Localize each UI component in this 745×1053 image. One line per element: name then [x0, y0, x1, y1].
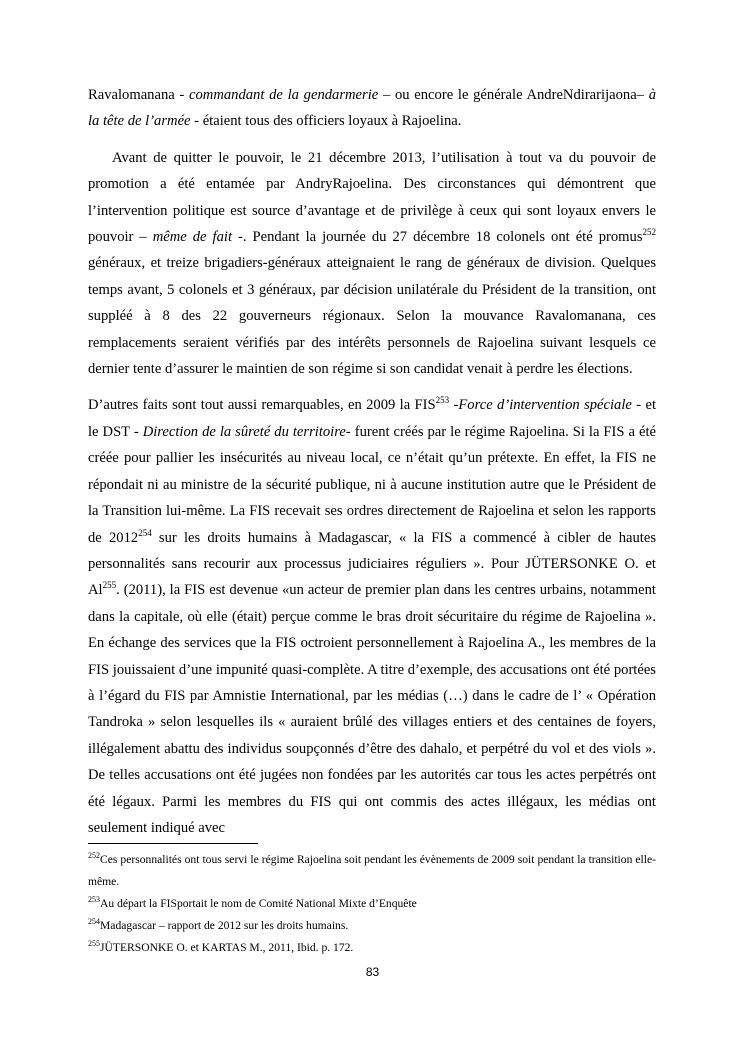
- footnote-text: Ces personnalités ont tous servi le régime Rajoelina soit pendant les évènements de 2009 soit pendant la transition elle-même.: [88, 853, 656, 888]
- footnote-ref[interactable]: 255: [102, 580, 117, 591]
- footnote-ref[interactable]: 253: [435, 395, 450, 406]
- body-text: [88, 82, 656, 841]
- text-run: - et le DST -: [88, 397, 656, 440]
- footnote-text: Madagascar – rapport de 2012 sur les droits humains.: [100, 919, 349, 932]
- footnote: [88, 893, 656, 915]
- footnote-text: JÜTERSONKE O. et KARTAS M., 2011, Ibid. p. 172.: [100, 941, 354, 954]
- text-run: . (2011), la FIS est devenue «un acteur de premier plan dans les centres urbains, notamment dans la capitale, où elle (était) perçue comme le bras droit sécuritaire du régime de Rajoelina ». En échange des services que la FIS octroient personnellement à Rajoelina A., les membres de la FIS jouissaient d’une impunité quasi-complète. A titre d’exemple, des accusations ont été portées à l’égard du FIS par Amnistie International, par les médias (…) dans le cadre de l’ « Opération Tandroka » selon lesquelles ils « auraient brûlé des villages entiers et des centaines de foyers, illégalement abattu des individus soupçonnés d’être des dahalo, et perpétré du vol et des viols ». De telles accusations ont été jugées non fondées par les autorités car tous les actes perpétrés ont été légaux. Parmi les membres du FIS qui ont commis des actes illégaux, les médias ont seulement indiqué avec: [88, 582, 656, 836]
- text-run: - étaient tous des officiers loyaux à Rajoelina.: [190, 113, 462, 130]
- italic-run: même de fait: [152, 229, 233, 246]
- footnote-number: 255: [88, 939, 100, 948]
- text-run: - furent créés par le régime Rajoelina. Si la FIS a été créée pour pallier les insécurités au niveau local, ce n’était qu’un prétexte. En effet, la FIS ne répondait ni au ministre de la sécurité publique, ni à aucune institution autre que le Président de la Transition lui-même. La FIS recevait ses ordres directement de Rajoelina et selon les rapports de 2012: [88, 423, 656, 546]
- footnote: [88, 937, 656, 959]
- page-number: 83: [365, 965, 380, 979]
- text-run: généraux, et treize brigadiers-généraux atteignaient le rang de généraux de division. Quelques temps avant, 5 colonels et 3 généraux, par décision unilatérale du Président de la transition, ont suppléé à 8 des 22 gouverneurs régionaux. Selon la mouvance Ravalomanana, ces remplacements seraient vérifiés par des intérêts personnels de Rajoelina suivant lesquels ce dernier tente d’assurer le maintien de son régime si son candidat venait à perdre les élections.: [88, 255, 656, 378]
- text-run: Ravalomanana -: [88, 87, 190, 103]
- footnote-number: 253: [88, 895, 100, 904]
- text-run: -. Pendant la journée du 27 décembre 18 colonels ont été promus: [232, 229, 643, 246]
- paragraph-2: [88, 145, 656, 383]
- footnote-ref[interactable]: 254: [138, 527, 152, 538]
- footnote: [88, 849, 656, 893]
- footnote-separator: [88, 843, 258, 844]
- paragraph-3: [88, 392, 656, 841]
- italic-run: Direction de la sûreté du territoire: [142, 423, 346, 440]
- text-run: sur les droits humains à Madagascar, « la FIS a commencé à cibler de hautes personnalités sans recourir aux processus judiciaires réguliers ». Pour JÜTERSONKE O. et Al: [88, 529, 656, 599]
- footnote-ref[interactable]: 252: [642, 227, 656, 238]
- footnotes: [88, 849, 656, 959]
- italic-run: à la tête de l’armée: [88, 87, 656, 130]
- paragraph-1: [88, 82, 656, 135]
- footnote-number: 252: [88, 851, 100, 860]
- footnote: [88, 915, 656, 937]
- italic-run: commandant de la gendarmerie: [189, 87, 379, 103]
- footnote-number: 254: [88, 917, 100, 926]
- text-run: – ou encore le générale AndreNdirarijaona–: [378, 87, 649, 103]
- text-run: Avant de quitter le pouvoir, le 21 décembre 2013, l’utilisation à tout va du pouvoir de promotion a été entamée par AndryRajoelina. Des circonstances qui démontrent que l’intervention politique est source d’avantage et de privilège à ceux qui sont loyaux envers le pouvoir –: [88, 149, 656, 246]
- footnote-text: Au départ la FISportait le nom de Comité National Mixte d’Enquête: [100, 897, 417, 910]
- text-run: D’autres faits sont tout aussi remarquables, en 2009 la FIS: [88, 397, 436, 414]
- italic-run: -Force d’intervention spéciale: [449, 397, 632, 414]
